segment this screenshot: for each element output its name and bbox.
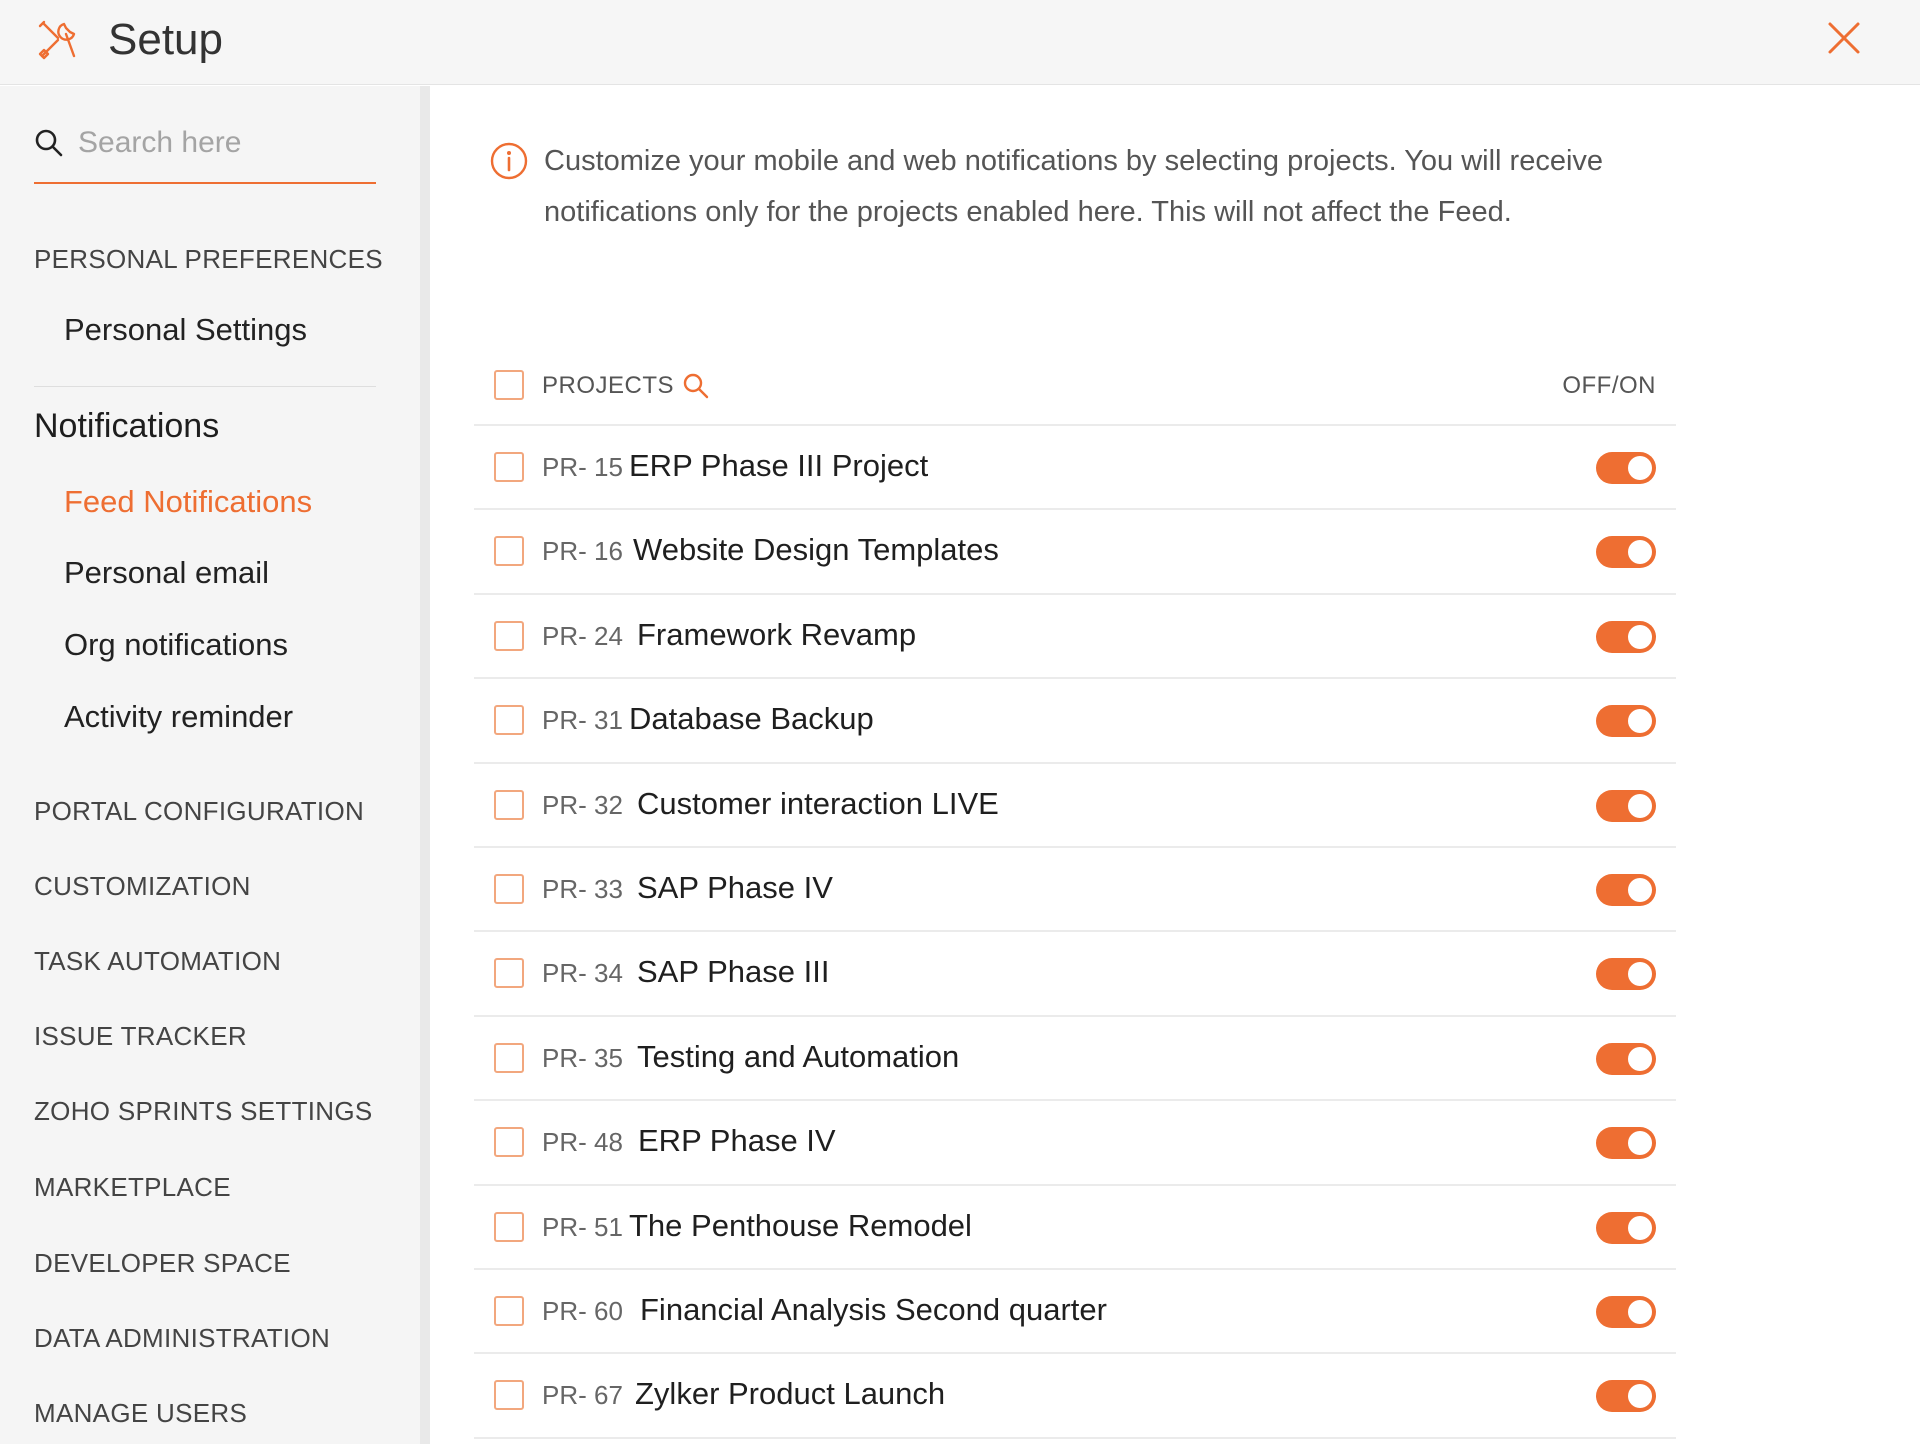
sidebar-item-feed-notifications[interactable]: Feed Notifications — [64, 484, 313, 519]
list-header — [474, 358, 1676, 426]
setup-header — [0, 0, 1920, 85]
project-row — [474, 595, 1676, 679]
search-icon — [34, 128, 64, 158]
sidebar-item-activity-reminder[interactable]: Activity reminder — [64, 699, 294, 734]
project-checkbox[interactable] — [494, 452, 524, 482]
notification-toggle[interactable] — [1596, 452, 1656, 484]
project-row — [474, 1354, 1676, 1438]
toggle-knob — [1628, 1131, 1652, 1155]
project-row — [474, 426, 1676, 510]
sidebar-search — [34, 118, 376, 184]
select-all-checkbox[interactable] — [494, 370, 524, 400]
notification-toggle[interactable] — [1596, 705, 1656, 737]
sidebar-section-marketplace[interactable]: MARKETPLACE — [34, 1172, 231, 1202]
notification-toggle[interactable] — [1596, 1380, 1656, 1412]
project-name: SAP Phase III — [637, 954, 830, 990]
project-name: Website Design Templates — [633, 532, 999, 568]
toggle-knob — [1628, 1384, 1652, 1408]
toggle-knob — [1628, 1300, 1652, 1324]
sidebar-section-zoho-sprints-settings[interactable]: ZOHO SPRINTS SETTINGS — [34, 1096, 373, 1126]
project-checkbox[interactable] — [494, 958, 524, 988]
notification-toggle[interactable] — [1596, 536, 1656, 568]
sidebar-section-customization[interactable]: CUSTOMIZATION — [34, 871, 251, 901]
close-icon[interactable] — [1824, 18, 1864, 58]
sidebar-item-personal-email[interactable]: Personal email — [64, 555, 270, 590]
project-row — [474, 764, 1676, 848]
project-row — [474, 1186, 1676, 1270]
toggle-knob — [1628, 1216, 1652, 1240]
project-name: Customer interaction LIVE — [637, 785, 999, 821]
sidebar-section-issue-tracker[interactable]: ISSUE TRACKER — [34, 1021, 247, 1051]
project-name: The Penthouse Remodel — [629, 1207, 972, 1243]
project-name: ERP Phase IV — [638, 1123, 836, 1159]
sidebar-item-org-notifications[interactable]: Org notifications — [64, 627, 288, 662]
project-checkbox[interactable] — [494, 705, 524, 735]
toggle-knob — [1628, 878, 1652, 902]
project-id: PR- 48 — [542, 1127, 623, 1158]
sidebar-scrollbar[interactable] — [420, 86, 430, 1444]
project-id: PR- 32 — [542, 789, 623, 820]
project-row — [474, 679, 1676, 763]
project-id: PR- 34 — [542, 958, 623, 989]
project-name: Financial Analysis Second quarter — [640, 1291, 1107, 1327]
sidebar-section-task-automation[interactable]: TASK AUTOMATION — [34, 946, 282, 976]
info-message: Customize your mobile and web notifications by selecting projects. You will receive notifications only for the projects enabled here. This will not affect the Feed. — [544, 145, 1604, 228]
project-id: PR- 60 — [542, 1295, 623, 1326]
project-checkbox[interactable] — [494, 536, 524, 566]
toggle-knob — [1628, 962, 1652, 986]
toggle-knob — [1628, 625, 1652, 649]
project-row — [474, 1270, 1676, 1354]
sidebar-divider — [34, 386, 376, 387]
toggle-knob — [1628, 794, 1652, 818]
toggle-column-header: OFF/ON — [1562, 372, 1656, 399]
sidebar-section-data-administration[interactable]: DATA ADMINISTRATION — [34, 1323, 331, 1353]
search-icon[interactable] — [682, 372, 710, 400]
notification-toggle[interactable] — [1596, 790, 1656, 822]
project-row — [474, 848, 1676, 932]
page-title: Setup — [108, 15, 223, 64]
toggle-knob — [1628, 456, 1652, 480]
sidebar-section-manage-users[interactable]: MANAGE USERS — [34, 1398, 248, 1428]
project-id: PR- 51 — [542, 1211, 623, 1242]
notification-toggle[interactable] — [1596, 1296, 1656, 1328]
project-name: Zylker Product Launch — [635, 1376, 946, 1412]
project-checkbox[interactable] — [494, 874, 524, 904]
sidebar-section-developer-space[interactable]: DEVELOPER SPACE — [34, 1248, 291, 1278]
project-checkbox[interactable] — [494, 621, 524, 651]
project-row — [474, 1017, 1676, 1101]
project-id: PR- 31 — [542, 705, 623, 736]
project-checkbox[interactable] — [494, 1212, 524, 1242]
tools-icon — [36, 18, 80, 62]
project-row — [474, 932, 1676, 1016]
project-row — [474, 1101, 1676, 1185]
sidebar-section-portal-configuration[interactable]: PORTAL CONFIGURATION — [34, 796, 365, 826]
search-input[interactable] — [78, 122, 368, 164]
project-id: PR- 16 — [542, 536, 623, 567]
project-checkbox[interactable] — [494, 1296, 524, 1326]
notification-toggle[interactable] — [1596, 958, 1656, 990]
toggle-knob — [1628, 709, 1652, 733]
sidebar-group-notifications[interactable]: Notifications — [34, 407, 220, 445]
project-checkbox[interactable] — [494, 790, 524, 820]
notification-toggle[interactable] — [1596, 1212, 1656, 1244]
project-id: PR- 24 — [542, 620, 623, 651]
project-row — [474, 510, 1676, 594]
project-checkbox[interactable] — [494, 1380, 524, 1410]
notification-toggle[interactable] — [1596, 621, 1656, 653]
project-name: Database Backup — [629, 701, 874, 737]
toggle-knob — [1628, 1047, 1652, 1071]
project-checkbox[interactable] — [494, 1043, 524, 1073]
sidebar — [0, 86, 420, 1444]
notification-toggle[interactable] — [1596, 1127, 1656, 1159]
info-icon — [490, 142, 528, 180]
project-id: PR- 33 — [542, 873, 623, 904]
projects-column-header: PROJECTS — [542, 372, 675, 399]
project-id: PR- 35 — [542, 1042, 623, 1073]
notification-toggle[interactable] — [1596, 1043, 1656, 1075]
project-name: SAP Phase IV — [637, 869, 833, 905]
project-name: Testing and Automation — [637, 1038, 960, 1074]
toggle-knob — [1628, 540, 1652, 564]
notification-toggle[interactable] — [1596, 874, 1656, 906]
project-id: PR- 15 — [542, 452, 623, 482]
sidebar-section-personal-preferences[interactable]: PERSONAL PREFERENCES — [34, 244, 383, 274]
project-id: PR- 67 — [542, 1380, 623, 1411]
project-checkbox[interactable] — [494, 1127, 524, 1157]
sidebar-item-personal-settings[interactable]: Personal Settings — [64, 312, 307, 347]
projects-list — [474, 358, 1676, 1439]
project-name: Framework Revamp — [637, 616, 917, 652]
project-name: ERP Phase III Project — [629, 448, 929, 483]
